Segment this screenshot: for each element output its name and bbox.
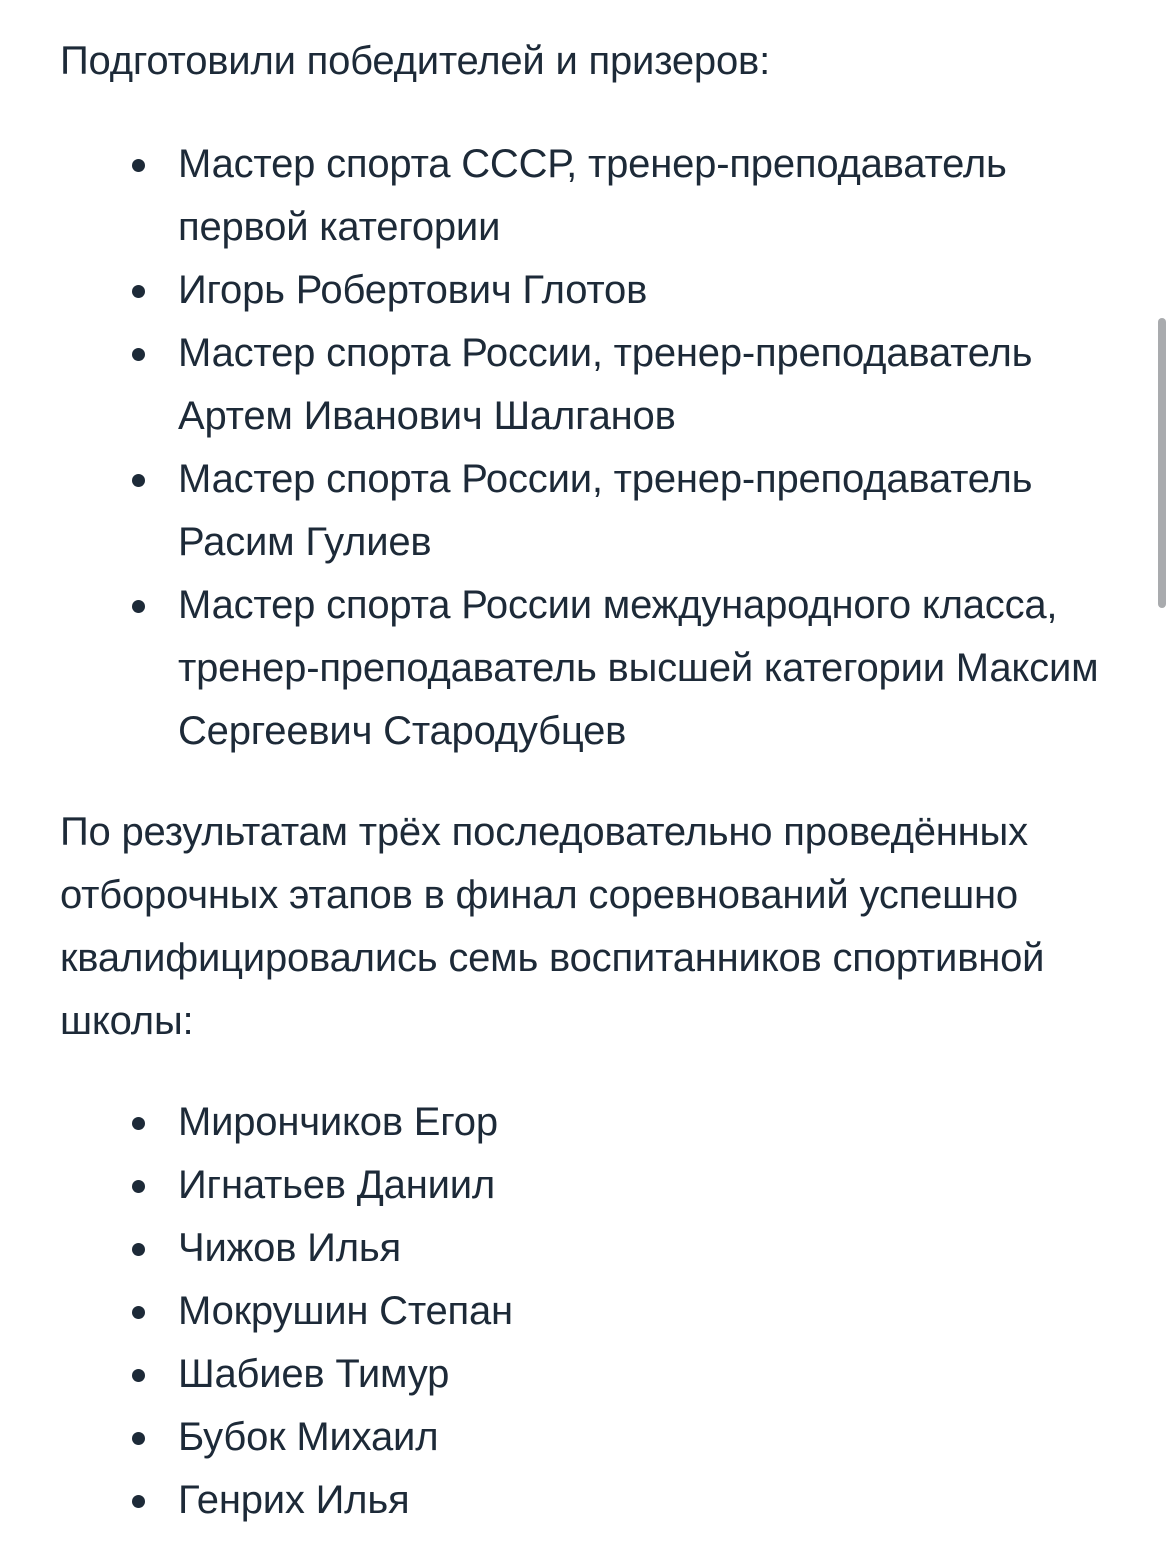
- bullet-icon: [132, 1243, 145, 1256]
- list-item-text: Мастер спорта России международного класса, тренер-преподаватель высшей категории Максим Сергеевич Стародубцев: [178, 583, 1099, 753]
- bullet-icon: [132, 159, 145, 172]
- list-item-text: Мастер спорта России, тренер-преподаватель Артем Иванович Шалганов: [178, 331, 1033, 438]
- list-item-text: Мирончиков Егор: [178, 1100, 498, 1144]
- list-item-text: Мастер спорта России, тренер-преподаватель Расим Гулиев: [178, 457, 1033, 564]
- bullet-icon: [132, 348, 145, 361]
- list-item: [60, 1217, 1120, 1280]
- coaches-list: [60, 133, 1120, 763]
- list-item: [60, 1406, 1120, 1469]
- list-item: [60, 574, 1120, 763]
- list-item-text: Игнатьев Даниил: [178, 1163, 496, 1207]
- bullet-icon: [132, 1306, 145, 1319]
- list-item: [60, 448, 1120, 574]
- list-item: [60, 1154, 1120, 1217]
- bullet-icon: [132, 285, 145, 298]
- bullet-icon: [132, 474, 145, 487]
- scrollbar[interactable]: [1158, 318, 1166, 608]
- list-item: [60, 1469, 1120, 1532]
- intro-paragraph: Подготовили победителей и призеров:: [60, 39, 770, 83]
- list-item-text: Шабиев Тимур: [178, 1352, 450, 1396]
- list-item-text: Генрих Илья: [178, 1478, 410, 1522]
- list-item-text: Мокрушин Степан: [178, 1289, 513, 1333]
- list-item: [60, 1343, 1120, 1406]
- list-item: [60, 1280, 1120, 1343]
- list-item: [60, 133, 1120, 259]
- list-item: [60, 1091, 1120, 1154]
- article-body: [60, 30, 1120, 1532]
- results-paragraph: По результатам трёх последовательно проведённых отборочных этапов в финал соревнований успешно квалифицировались семь воспитанников спортивной школы:: [60, 810, 1045, 1043]
- finalists-list: [60, 1091, 1120, 1532]
- bullet-icon: [132, 1180, 145, 1193]
- bullet-icon: [132, 1369, 145, 1382]
- list-item-text: Бубок Михаил: [178, 1415, 439, 1459]
- list-item-text: Чижов Илья: [178, 1226, 401, 1270]
- bullet-icon: [132, 600, 145, 613]
- bullet-icon: [132, 1117, 145, 1130]
- bullet-icon: [132, 1495, 145, 1508]
- list-item: [60, 322, 1120, 448]
- list-item-text: Мастер спорта СССР, тренер-преподаватель первой категории: [178, 142, 1007, 249]
- list-item: [60, 259, 1120, 322]
- bullet-icon: [132, 1432, 145, 1445]
- list-item-text: Игорь Робертович Глотов: [178, 268, 648, 312]
